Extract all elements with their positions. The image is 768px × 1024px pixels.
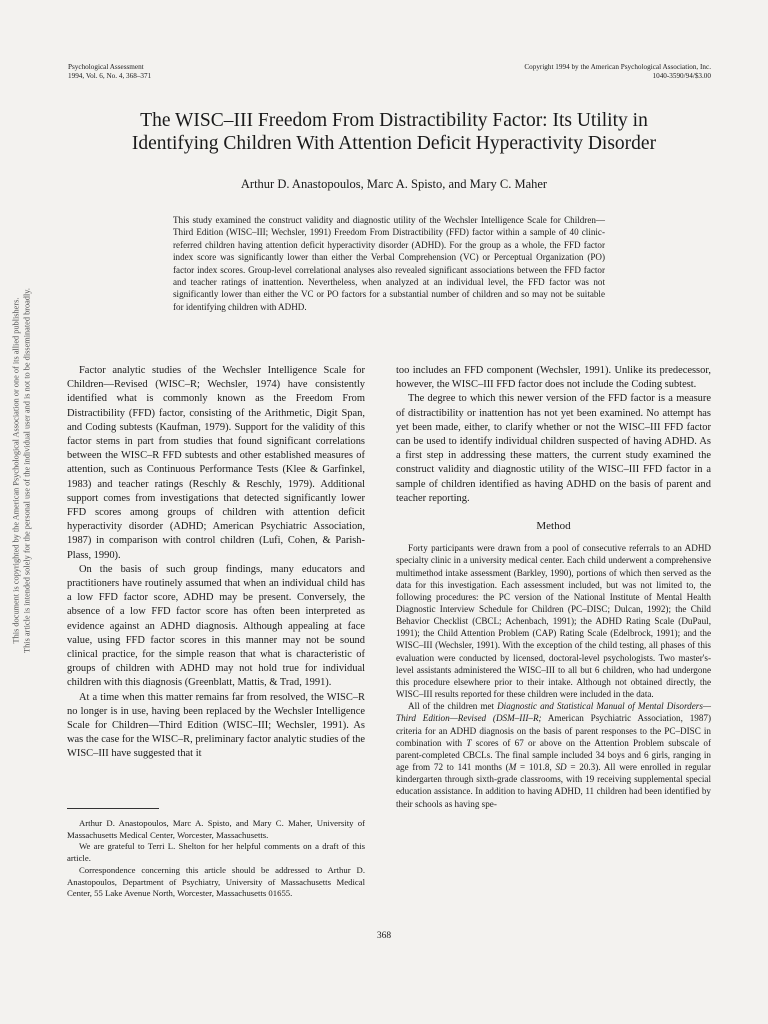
method-heading: Method xyxy=(536,520,571,533)
method-section xyxy=(396,542,711,809)
page-number: 368 xyxy=(376,931,392,941)
method-text: All of the children met xyxy=(408,701,498,712)
sd-symbol: SD xyxy=(555,762,567,773)
margin-line-2: This article is intended solely for the personal use of the individual user and is not to be disseminated broadly. xyxy=(22,288,31,653)
footnote-divider xyxy=(67,808,159,809)
intro-paragraph-1: Factor analytic studies of the Wechsler Intelligence Scale for Children—Revised (WISC–R; Wechsler, 1974) have consistently identified what is commonly known as the Freedom From Distractibility (FFD) factor, consisting of the Arithmetic, Digit Span, and Coding subtests (Kaufman, 1979). Support for the validity of this factor stems in part from studies that found significant correlations between the WISC–R FFD subtests and other established measures of attention, such as Continuous Performance Tests (Klee & Garfinkel, 1983) and teacher ratings (Reschly & Reschly, 1979). Additional support comes from investigations that detected significantly lower FFD scores among groups of children with attention deficit hyperactivity disorder (ADHD; American Psychiatric Association, 1987) in comparison with control children (Lufi, Cohen, & Parish-Plass, 1990). xyxy=(67,365,365,561)
right-column xyxy=(396,364,711,810)
margin-line-1: This document is copyrighted by the American Psychological Association or one of its allied publishers. xyxy=(11,297,21,644)
abstract: This study examined the construct validity and diagnostic utility of the Wechsler Intelligence Scale for Children—Third Edition (WISC–III; Wechsler, 1991) Freedom From Distractibility (FFD) factor within a sample of 40 clinic-referred children having attention deficit hyperactivity disorder (ADHD). For the group as a whole, the FFD factor index score was significantly lower than either the Verbal Comprehension (VC) or Perceptual Organization (PO) factor index scores. Group-level correlational analyses also revealed significant associations between the FFD factor and teacher ratings of inattention. Nevertheless, when analyzed at an individual level, the FFD factor was not significantly lower than either the VC or PO factors for a substantial number of children and so may not be suitable for identifying children with ADHD. xyxy=(173,215,605,312)
journal-name: Psychological Assessment xyxy=(68,63,144,71)
title-line-2: Identifying Children With Attention Deficit Hyperactivity Disorder xyxy=(131,132,657,154)
method-paragraph-2 xyxy=(396,700,711,809)
issn-line: 1040-3590/94/$3.00 xyxy=(652,71,711,80)
intro-paragraph-5: The degree to which this newer version of the FFD factor is a measure of distractibility or inattention has not yet been examined. No attempt has yet been made, either, to clarify whether or not the WISC–III FFD factor can be used to identify individual children suspected of having ADHD. As a first step in addressing these matters, the current study examined the construct validity and diagnostic utility of the WISC–III FFD factor in a sample of children identified as having ADHD on the basis of parent and teacher reporting. xyxy=(396,393,711,504)
author-footnotes xyxy=(67,818,365,900)
copyright-notice xyxy=(524,63,711,80)
dsm-title: Diagnostic and Statistical Manual of Mental Disorders—Third Edition—Revised (DSM–III–R; xyxy=(396,701,711,724)
journal-citation xyxy=(68,63,151,80)
footnote-acknowledgment: We are grateful to Terri L. Shelton for her helpful comments on a draft of this article. xyxy=(67,841,365,864)
mean-symbol: M xyxy=(508,762,517,773)
footnote-affiliation: Arthur D. Anastopoulos, Marc A. Spisto, and Mary C. Maher, University of Massachusetts Medical Center, Worcester, Massachusetts. xyxy=(67,818,365,840)
left-column xyxy=(67,364,365,762)
article-title xyxy=(60,110,728,155)
footnote-correspondence: Correspondence concerning this article should be addressed to Arthur D. Anastopoulos, Department of Psychiatry, University of Massachusetts Medical Center, 55 Lake Avenue North, Worcester, Massachusetts 01655. xyxy=(67,864,365,899)
method-text: American Psychiatric Association, 1987) criteria for an ADHD diagnosis on the basis of parent responses to the PC–DISC in combination with xyxy=(396,713,711,748)
intro-paragraph-3: At a time when this matter remains far from resolved, the WISC–R no longer is in use, having been replaced by the Wechsler Intelligence Scale for Children—Third Edition (WISC–III; Wechsler, 1991). As was the case for the WISC–R, preliminary factor analytic studies of the WISC–III have suggested that it xyxy=(67,691,365,760)
copyright-margin-note xyxy=(12,121,33,821)
intro-paragraph-2: On the basis of such group findings, many educators and practitioners have routinely assumed that when an individual child has a low FFD factor score, ADHD may be present. Conversely, the absence of a low FFD factor score has often been interpreted as evidence against an ADHD diagnosis. Although appealing at face value, using FFD factor scores in this manner may not be sound clinical practice, for the simple reason that what is characteristic of groups of children with ADHD may not hold true for individual children with this diagnosis (Greenblatt, Mattis, & Trad, 1991). xyxy=(67,563,365,689)
method-text: = 20.3). All were enrolled in regular kindergarten through sixth-grade classrooms, with 19 receiving supplemental special education assistance. In addition to having ADHD, 11 children had been identified by their schools as having spe- xyxy=(396,762,711,809)
copyright-line: Copyright 1994 by the American Psychological Association, Inc. xyxy=(524,63,711,71)
author-list: Arthur D. Anastopoulos, Marc A. Spisto, and Mary C. Maher xyxy=(240,177,548,191)
method-text: scores of 67 or above on the Attention Problem subscale of parent-completed CBCLs. The final sample included 34 boys and 6 girls, ranging in age from 72 to 141 months ( xyxy=(396,737,711,773)
t-symbol: T xyxy=(466,737,472,748)
intro-paragraph-4: too includes an FFD component (Wechsler, 1991). Unlike its predecessor, however, the WISC–III FFD factor does not include the Coding subtest. xyxy=(396,365,711,391)
method-paragraph-1: Forty participants were drawn from a pool of consecutive referrals to an ADHD specialty clinic in a university medical center. Each child underwent a comprehensive multimethod intake assessment (Barkley, 1990), portions of which then served as the data for this investigation. Each assessment included, but was not limited to, the following procedures: the PC version of the National Institute of Mental Health Diagnostic Interview Schedule for Children (PC–DISC; Dulcan, 1992); the Child Behavior Checklist (CBCL; Achenbach, 1991); the ADHD Rating Scale (DuPaul, 1991); the Child Attention Problem (CAP) Rating Scale (Edelbrock, 1991); and the WISC–III (Wechsler, 1991). With the exception of the child testing, all phases of this evaluation were conducted by licensed, doctoral-level psychologists. Two master's-level assistants administered the WISC–III to all but 6 children, who had undergone this procedure elsewhere prior to their intake. Although not obtained directly, the WISC–III results reported for these children were included in the data. xyxy=(396,543,711,700)
method-text: = 101.8, xyxy=(516,762,556,773)
journal-volume: 1994, Vol. 6, No. 4, 368–371 xyxy=(68,71,152,80)
title-line-1: The WISC–III Freedom From Distractibility Factor: Its Utility in xyxy=(140,110,648,131)
